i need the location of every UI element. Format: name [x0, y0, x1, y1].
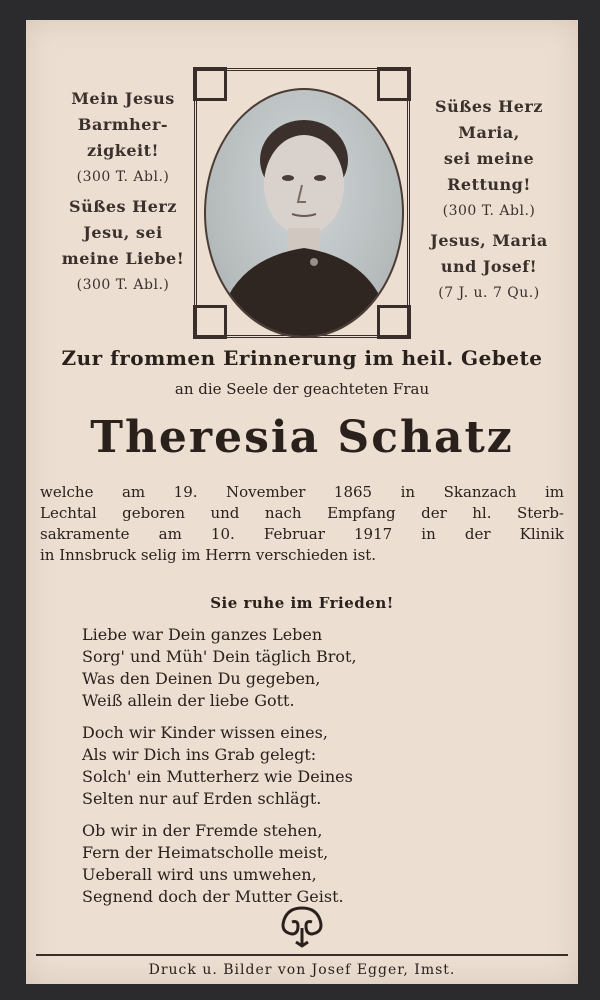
poem-line: Sorg' und Müh' Dein täglich Brot, — [82, 647, 357, 666]
prayer-block — [38, 194, 208, 298]
bio-line: sakramente am 10. Februar 1917 in der Klinik — [40, 525, 564, 543]
printer-credit: Druck u. Bilder von Josef Egger, Imst. — [148, 962, 456, 978]
prayer-line: Barmher- — [77, 115, 169, 134]
portrait-photo — [204, 88, 404, 338]
indulgence-note: (300 T. Abl.) — [76, 169, 170, 185]
poem-line: Ueberall wird uns umwehen, — [82, 865, 317, 884]
prayer-line: zigkeit! — [86, 141, 160, 160]
memorial-card — [26, 20, 578, 984]
deceased-name: Theresia Schatz — [90, 412, 514, 463]
remembrance-heading: Zur frommen Erinnerung im heil. Gebete — [61, 346, 543, 370]
prayer-line: und Josef! — [440, 257, 538, 276]
poem-line: Segnend doch der Mutter Geist. — [82, 887, 344, 906]
poem-stanza — [82, 820, 542, 908]
left-prayers — [38, 86, 208, 302]
remembrance-subheading: an die Seele der geachteten Frau — [174, 380, 430, 398]
poem-line: Selten nur auf Erden schlägt. — [82, 789, 322, 808]
prayer-line: meine Liebe! — [61, 249, 185, 268]
prayer-line: Jesus, Maria — [430, 231, 548, 250]
flourish-ornament-icon — [270, 904, 334, 948]
poem-stanza — [82, 722, 542, 810]
prayer-line: Jesu, sei — [83, 223, 163, 242]
right-prayers — [406, 94, 572, 310]
prayer-block — [38, 86, 208, 190]
indulgence-note: (300 T. Abl.) — [442, 203, 536, 219]
divider — [36, 954, 568, 956]
prayer-line: Süßes Herz — [69, 197, 177, 216]
poem-line: Weiß allein der liebe Gott. — [82, 691, 295, 710]
prayer-line: Süßes Herz — [435, 97, 543, 116]
poem — [82, 624, 542, 918]
ornament-corner-icon — [193, 67, 227, 101]
bio-line: welche am 19. November 1865 in Skanzach im — [40, 483, 564, 501]
bio-line: Lechtal geboren und nach Empfang der hl. Sterb- — [40, 504, 564, 522]
prayer-line: Maria, — [458, 123, 520, 142]
poem-line: Solch' ein Mutterherz wie Deines — [82, 767, 353, 786]
indulgence-note: (300 T. Abl.) — [76, 277, 170, 293]
poem-line: Was den Deinen Du gegeben, — [82, 669, 321, 688]
biography — [40, 482, 564, 566]
poem-line: Als wir Dich ins Grab gelegt: — [82, 745, 317, 764]
ornament-corner-icon — [193, 305, 227, 339]
indulgence-note: (7 J. u. 7 Qu.) — [438, 285, 540, 301]
poem-stanza — [82, 624, 542, 712]
portrait-illustration — [206, 90, 402, 336]
prayer-line: Mein Jesus — [71, 89, 175, 108]
poem-line: Liebe war Dein ganzes Leben — [82, 625, 323, 644]
poem-line: Ob wir in der Fremde stehen, — [82, 821, 323, 840]
prayer-block — [406, 94, 572, 224]
rest-in-peace: Sie ruhe im Frieden! — [210, 594, 394, 612]
bio-line: in Innsbruck selig im Herrn verschieden ist. — [40, 546, 377, 564]
prayer-line: Rettung! — [447, 175, 531, 194]
prayer-line: sei meine — [443, 149, 535, 168]
prayer-block — [406, 228, 572, 306]
poem-line: Fern der Heimatscholle meist, — [82, 843, 329, 862]
poem-line: Doch wir Kinder wissen eines, — [82, 723, 328, 742]
ornament-corner-icon — [377, 305, 411, 339]
